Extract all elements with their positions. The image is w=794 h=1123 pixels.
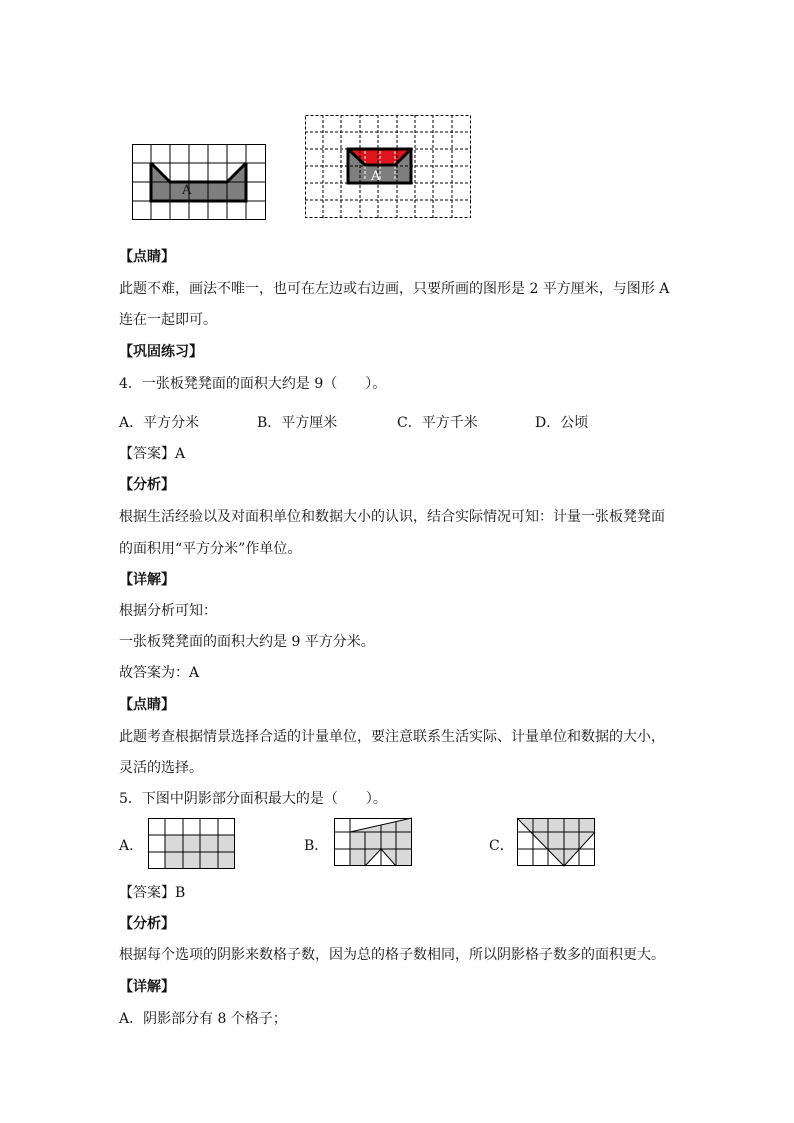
section-analysis: 【分析】 xyxy=(119,477,175,493)
section-practice: 【巩固练习】 xyxy=(119,344,203,360)
paragraph-line: 灵活的选择。 xyxy=(119,760,203,776)
paragraph-line: 连在一起即可。 xyxy=(119,312,217,328)
paragraph-line: 故答案为：A xyxy=(119,665,200,681)
paragraph-line: 根据生活经验以及对面积单位和数据大小的认识，结合实际情况可知：计量一张板凳凳面 xyxy=(119,509,665,525)
choice-b: B．平方厘米 xyxy=(257,415,338,431)
section-dianjing-1: 【点睛】 xyxy=(119,249,175,265)
figure-option-c xyxy=(517,818,595,866)
paragraph-line: 此题考查根据情景选择合适的计量单位，要注意联系生活实际、计量单位和数据的大小， xyxy=(119,729,665,745)
answer-4: 【答案】A xyxy=(119,446,186,462)
figure-option-b xyxy=(334,818,412,866)
dashed-grid-figure-right xyxy=(305,115,471,218)
figure-option-c-label: C． xyxy=(489,838,514,854)
paragraph-line: 一张板凳凳面的面积大约是 9 平方分米。 xyxy=(119,634,375,650)
figure-option-a-label: A． xyxy=(119,838,144,854)
grid-figure-left xyxy=(132,144,266,220)
shape-a-label-right: A xyxy=(371,169,381,184)
choice-c: C．平方千米 xyxy=(397,415,478,431)
choice-d: D．公顷 xyxy=(535,415,589,431)
paragraph-line: 根据分析可知： xyxy=(119,603,217,619)
paragraph-line: A．阴影部分有 8 个格子； xyxy=(119,1011,287,1027)
section-detail-2: 【详解】 xyxy=(119,979,175,995)
figure-option-a xyxy=(148,818,235,869)
paragraph-line: 此题不难，画法不唯一，也可在左边或右边画，只要所画的图形是 2 平方厘米，与图形 A xyxy=(119,281,670,297)
choice-a: A．平方分米 xyxy=(119,415,200,431)
figure-option-b-label: B． xyxy=(304,838,329,854)
shape-a-label-left: A xyxy=(182,183,192,198)
paragraph-line: 的面积用“平方分米”作单位。 xyxy=(119,541,302,557)
paragraph-line: 根据每个选项的阴影来数格子数，因为总的格子数相同，所以阴影格子数多的面积更大。 xyxy=(119,947,665,963)
question-4: 4．一张板凳凳面的面积大约是 9（ ）。 xyxy=(119,376,387,392)
section-detail: 【详解】 xyxy=(119,572,175,588)
question-5: 5．下图中阴影部分面积最大的是（ ）。 xyxy=(119,791,387,807)
section-analysis-2: 【分析】 xyxy=(119,916,175,932)
section-dianjing-2: 【点睛】 xyxy=(119,697,175,713)
answer-5: 【答案】B xyxy=(119,885,186,901)
